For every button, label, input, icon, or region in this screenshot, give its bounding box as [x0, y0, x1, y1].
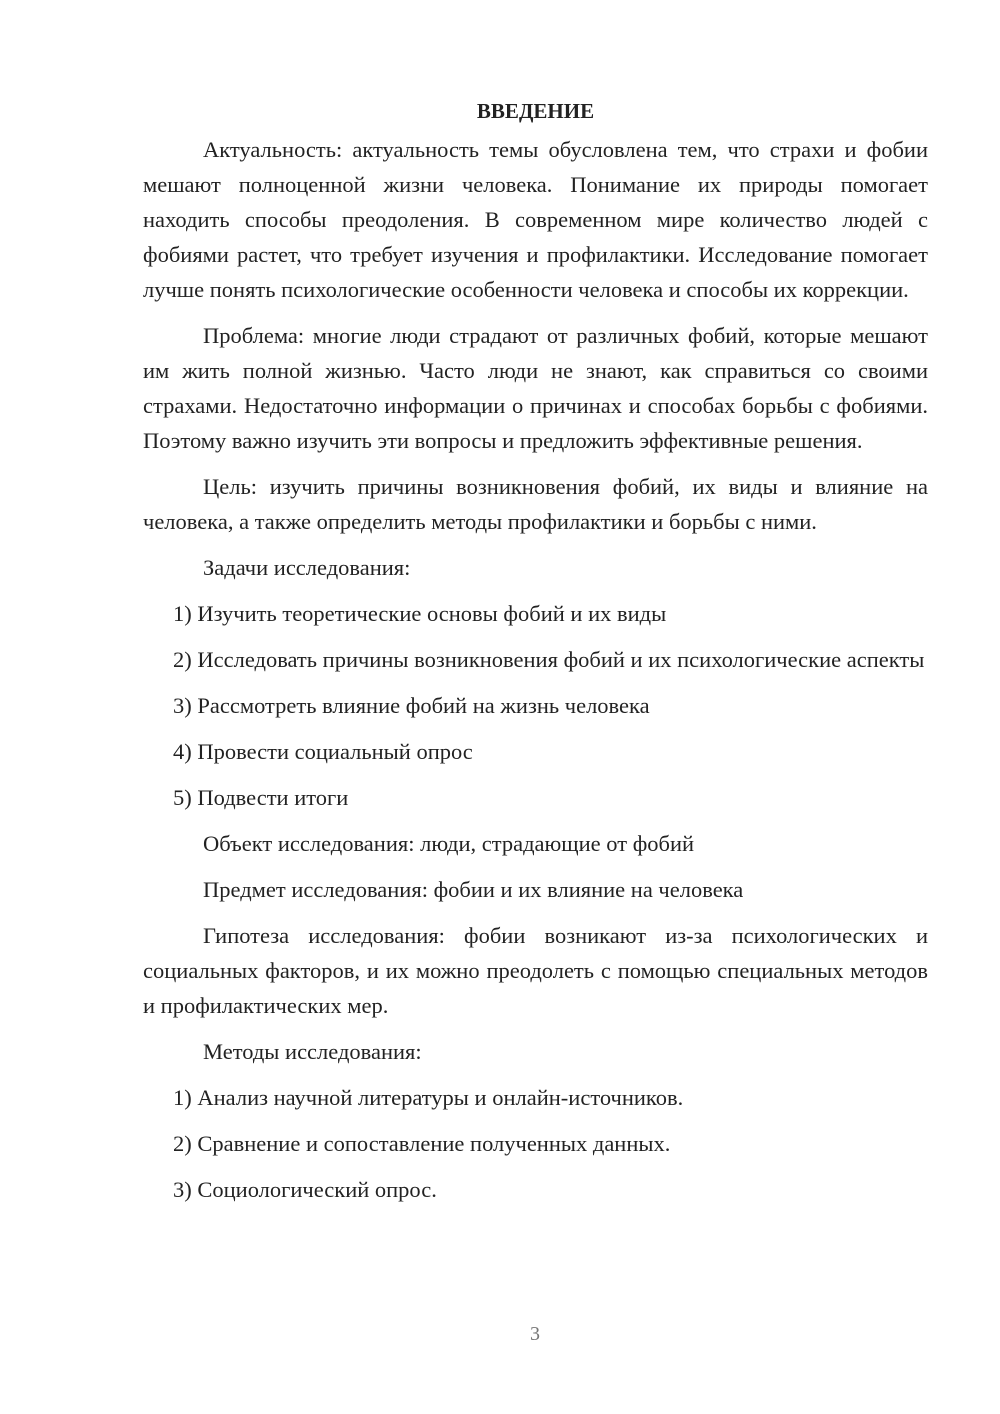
section-title: ВВЕДЕНИЕ [476, 99, 595, 123]
hypothesis-paragraph: Гипотеза исследования: фобии возникают из-за психологических и социальных факторов, и их можно преодолеть с помощью специальных методов и профилактических мер. [143, 923, 928, 1018]
page-number: 3 [530, 1323, 540, 1345]
problem-paragraph: Проблема: многие люди страдают от различных фобий, которые мешают им жить полной жизнью. Часто люди не знают, как справиться со своими страхами. Недостаточно информации о причинах и способах борьбы с фобиями. Поэтому важно изучить эти вопросы и предложить эффективные решения. [143, 323, 928, 453]
task-item-3: 3) Рассмотреть влияние фобий на жизнь человека [173, 693, 650, 718]
methods-heading: Методы исследования: [203, 1039, 422, 1064]
tasks-heading: Задачи исследования: [203, 555, 411, 580]
document-body [143, 94, 928, 1218]
method-item-2: 2) Сравнение и сопоставление полученных данных. [173, 1131, 671, 1156]
research-subject: Предмет исследования: фобии и их влияние на человека [203, 877, 744, 902]
task-item-5: 5) Подвести итоги [173, 785, 349, 810]
method-item-1: 1) Анализ научной литературы и онлайн-источников. [173, 1085, 684, 1110]
task-item-2: 2) Исследовать причины возникновения фобий и их психологические аспекты [173, 647, 925, 672]
task-item-1: 1) Изучить теоретические основы фобий и их виды [173, 601, 667, 626]
research-object: Объект исследования: люди, страдающие от фобий [203, 831, 695, 856]
relevance-paragraph: Актуальность: актуальность темы обусловлена тем, что страхи и фобии мешают полноценной жизни человека. Понимание их природы помогает находить способы преодоления. В современном мире количество людей с фобиями растет, что требует изучения и профилактики. Исследование помогает лучше понять психологические особенности человека и способы их коррекции. [143, 137, 928, 302]
method-item-3: 3) Социологический опрос. [173, 1177, 437, 1202]
task-item-4: 4) Провести социальный опрос [173, 739, 473, 764]
goal-paragraph: Цель: изучить причины возникновения фобий, их виды и влияние на человека, а также определить методы профилактики и борьбы с ними. [143, 474, 928, 534]
